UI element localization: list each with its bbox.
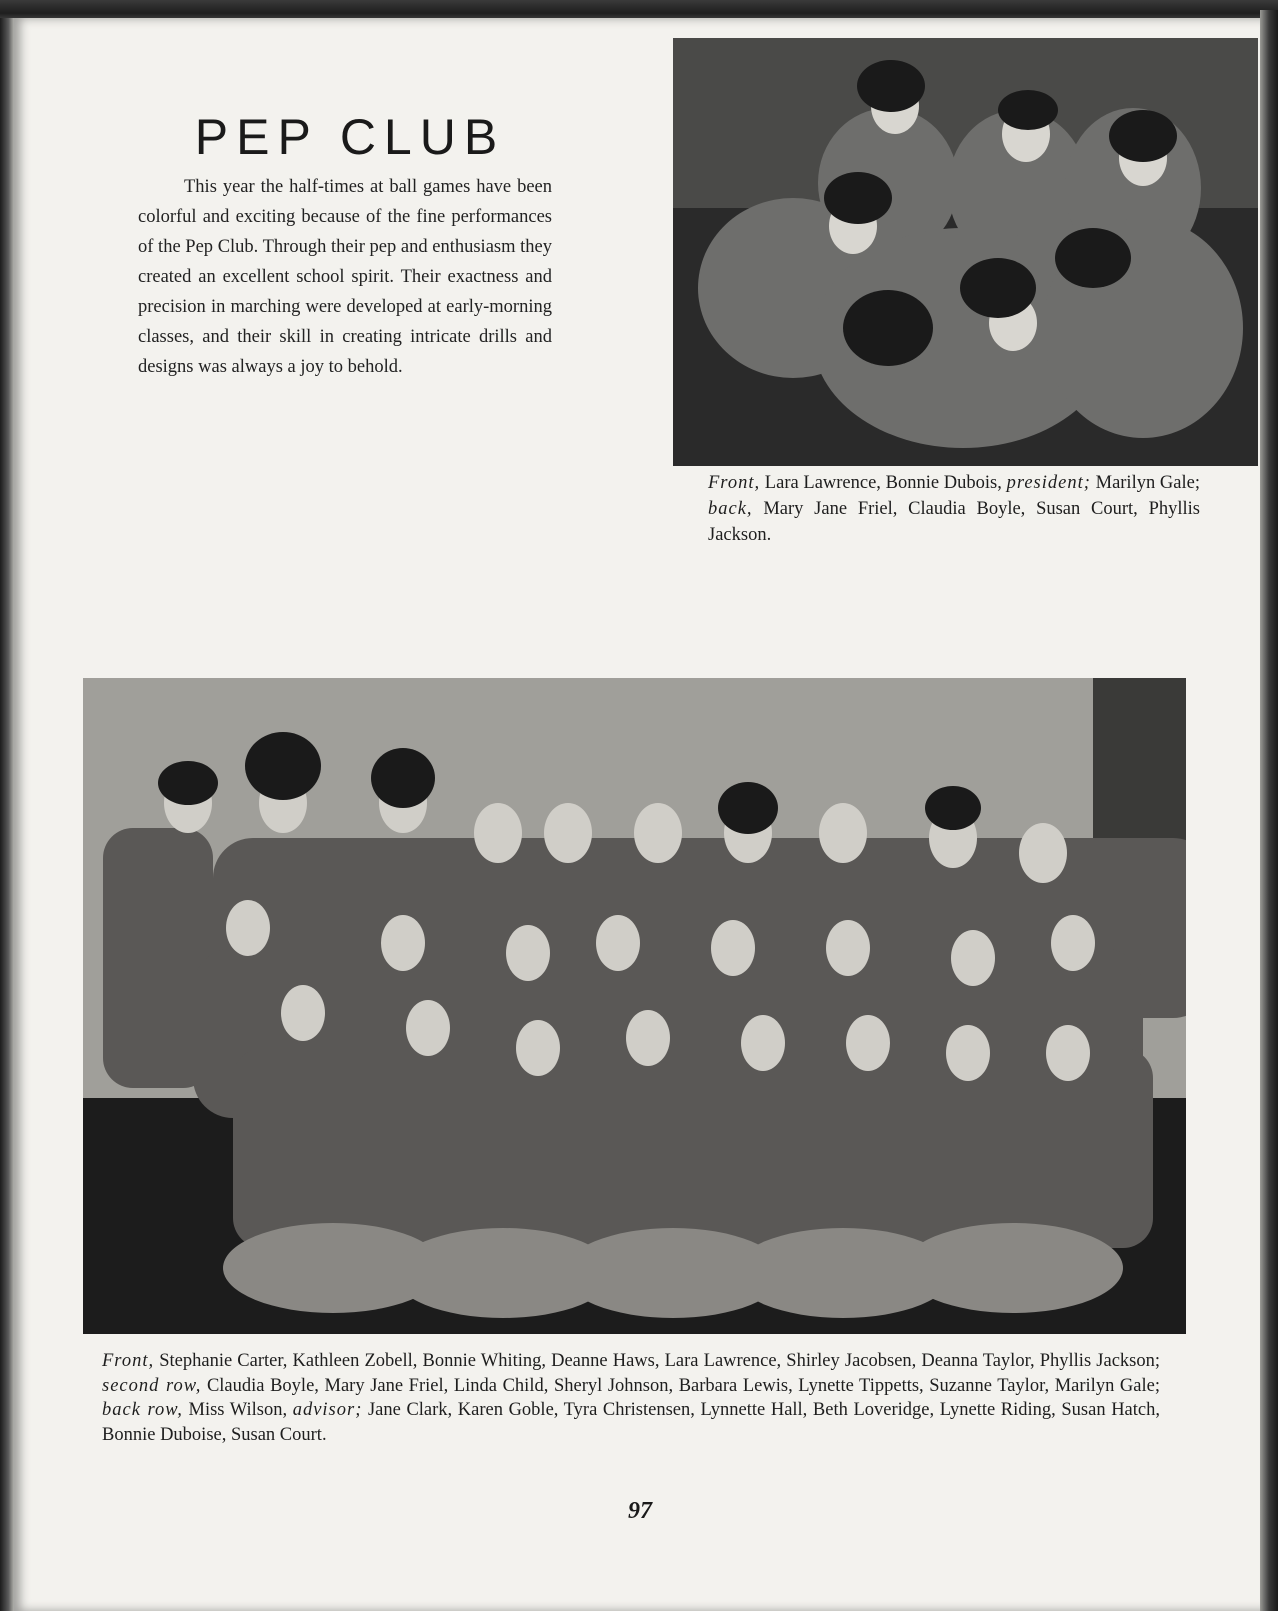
photo-officers: [673, 38, 1258, 466]
intro-paragraph: This year the half-times at ball games have been colorful and exciting because of the fine performances of the Pep Club. Through their pep and enthusiasm they created an excellent school spirit. Their exactness and precision in marching were developed at early-morning classes, and their skill in creating intricate drills and designs was always a joy to behold.: [138, 177, 552, 377]
page-title: PEP CLUB: [194, 109, 506, 165]
caption-officers: [708, 470, 1200, 548]
photo-group: [83, 678, 1186, 1334]
caption-second-row-names: Claudia Boyle, Mary Jane Friel, Linda Child, Sheryl Johnson, Barbara Lewis, Lynette Tippetts, Suzanne Taylor, Marilyn Gale;: [201, 1375, 1160, 1396]
caption-back-label: back,: [708, 499, 753, 519]
caption-president-label: president;: [1006, 473, 1091, 493]
caption-front-label: Front,: [102, 1351, 155, 1371]
caption-advisor-label: advisor;: [292, 1400, 363, 1420]
page-edge-right: [1260, 10, 1278, 1611]
caption-names-after-president: Marilyn Gale;: [1090, 473, 1200, 493]
caption-names-after-advisor: Jane Clark, Karen Goble, Tyra Christensen, Lynnette Hall, Beth Loveridge, Lynette Riding, Susan Hatch, Bonnie Duboise, Susan Court.: [102, 1400, 1160, 1445]
caption-front-names: Stephanie Carter, Kathleen Zobell, Bonnie Whiting, Deanne Haws, Lara Lawrence, Shirley Jacobsen, Deanna Taylor, Phyllis Jackson;: [154, 1351, 1160, 1371]
caption-front-label: Front,: [708, 473, 761, 493]
caption-second-row-label: second row,: [102, 1375, 202, 1396]
caption-back-row-label: back row,: [102, 1400, 183, 1420]
caption-front-names: Lara Lawrence, Bonnie Dubois,: [760, 473, 1007, 493]
page-gutter-left: [0, 18, 14, 1611]
photo-officers-figures: [673, 38, 1258, 466]
page-number: 97: [628, 1498, 652, 1524]
photo-group-figures: [83, 678, 1186, 1334]
caption-group: [102, 1349, 1160, 1447]
caption-back-names: Mary Jane Friel, Claudia Boyle, Susan Court, Phyllis Jackson.: [708, 499, 1200, 545]
caption-back-row-names: Miss Wilson,: [182, 1400, 293, 1420]
